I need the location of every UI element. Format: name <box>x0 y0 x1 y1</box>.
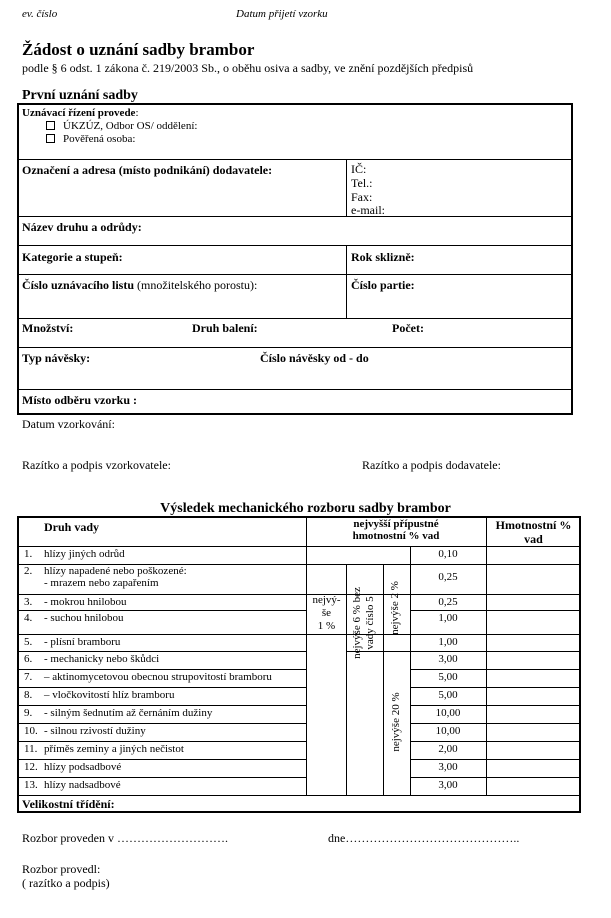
pocet-label: Počet: <box>392 321 424 335</box>
row-label: – aktinomycetovou obecnou strupovitostí bramboru <box>44 671 272 683</box>
row-line <box>410 687 581 688</box>
row-number: 11. <box>24 743 38 755</box>
row-line <box>17 705 307 706</box>
druh-baleni-label: Druh balení: <box>192 321 258 335</box>
cislo-partie-label: Číslo partie: <box>351 278 415 292</box>
col-header-hmotnostni: Hmotnostní % vad <box>495 518 572 546</box>
row-label: hlízy jiných odrůd <box>44 548 125 560</box>
mnozstvi-label: Množství: <box>22 321 74 335</box>
row-number: 3. <box>24 596 33 608</box>
group-nejvyse-1: nejvý- še 1 % <box>312 594 341 632</box>
col-line <box>346 564 347 795</box>
group-nejvyse-2: nejvýše 2 % <box>389 581 401 635</box>
row-line <box>410 723 581 724</box>
row-max-value: 5,00 <box>438 689 458 701</box>
row-line <box>17 546 581 547</box>
row-max-value: 5,00 <box>438 671 458 683</box>
ev-cislo-label: ev. číslo <box>22 8 58 20</box>
col-line <box>383 564 384 795</box>
divider <box>17 159 573 160</box>
velikostni-label: Velikostní třídění: <box>22 797 115 811</box>
col-header-druh-vady: Druh vady <box>44 520 100 534</box>
divider <box>17 216 573 217</box>
nazev-label: Název druhu a odrůdy: <box>22 220 142 234</box>
row-max-value: 3,00 <box>438 761 458 773</box>
section-heading: První uznání sadby <box>22 88 138 103</box>
dodavatel-label: Označení a adresa (místo podnikání) dodavatele: <box>22 163 273 177</box>
row-line <box>17 610 307 611</box>
row-line <box>17 594 581 595</box>
row-label: - suchou hnilobou <box>44 612 124 624</box>
uznavaci-label: Uznávací řízení provede: <box>22 107 139 119</box>
divider <box>17 274 573 275</box>
row-line <box>410 669 581 670</box>
option-ukzuz[interactable]: ÚKZÚZ, Odbor OS/ oddělení: <box>46 120 197 132</box>
row-number: 13. <box>24 779 38 791</box>
row-line <box>17 777 307 778</box>
page-title: Žádost o uznání sadby brambor <box>22 40 255 59</box>
page-subtitle: podle § 6 odst. 1 zákona č. 219/2003 Sb., o oběhu osiva a sadby, ve znění pozdějších předpisů <box>22 61 474 75</box>
row-max-value: 3,00 <box>438 653 458 665</box>
row-label: příměs zeminy a jiných nečistot <box>44 743 184 755</box>
col-line <box>486 516 487 795</box>
option-poverena[interactable]: Pověřená osoba: <box>46 133 135 145</box>
row-number: 1. <box>24 548 33 560</box>
row-line <box>410 610 581 611</box>
row-line <box>410 759 581 760</box>
misto-odberu-label: Místo odběru vzorku : <box>22 393 137 407</box>
row-line <box>410 777 581 778</box>
row-number: 6. <box>24 653 33 665</box>
row-line <box>410 651 581 652</box>
cislo-navesky-label: Číslo návěsky od - do <box>260 351 369 365</box>
divider <box>17 318 573 319</box>
divider <box>346 159 347 216</box>
divider <box>17 347 573 348</box>
row-max-value: 0,25 <box>438 596 458 608</box>
row-label: hlízy nadsadbové <box>44 779 121 791</box>
row-line <box>17 651 307 652</box>
row-label: - mechanicky nebo škůdci <box>44 653 160 665</box>
row-line <box>410 705 581 706</box>
row-label: - plísní bramboru <box>44 636 121 648</box>
checkbox-icon[interactable] <box>46 134 55 143</box>
dne-label: dne…………………………………….. <box>328 831 520 845</box>
row-label: - silným šednutím až černáním dužiny <box>44 707 213 719</box>
checkbox-icon[interactable] <box>46 121 55 130</box>
row-line <box>17 741 307 742</box>
row-number: 5. <box>24 636 33 648</box>
cislo-listu-label: Číslo uznávacího listu (množitelského porostu): <box>22 278 258 292</box>
row-line <box>410 741 581 742</box>
table-title: Výsledek mechanického rozboru sadby brambor <box>160 501 451 516</box>
divider <box>346 245 347 318</box>
row-label: hlízy podsadbové <box>44 761 122 773</box>
row-max-value: 0,25 <box>438 571 458 583</box>
ic-label: IČ: <box>351 162 367 176</box>
row-line <box>17 669 307 670</box>
row-label: – vločkovitostí hlíz bramboru <box>44 689 175 701</box>
col-header-nejvyssi: nejvyšší přípustné hmotnostní % vad <box>352 518 440 542</box>
row-max-value: 1,00 <box>438 612 458 624</box>
row-label: - mokrou hnilobou <box>44 596 127 608</box>
row-line <box>17 687 307 688</box>
group-nejvyse-20: nejvýše 20 % <box>390 692 402 752</box>
row-line <box>17 634 581 635</box>
row-max-value: 10,00 <box>435 707 461 719</box>
row-max-value: 3,00 <box>438 779 458 791</box>
row-number: 10. <box>24 725 38 737</box>
row-number: 9. <box>24 707 33 719</box>
razitko-dodavatele-label: Razítko a podpis dodavatele: <box>362 458 501 472</box>
kategorie-label: Kategorie a stupeň: <box>22 250 123 264</box>
row-number: 7. <box>24 671 33 683</box>
rozbor-provedl-label: Rozbor provedl: <box>22 862 101 876</box>
row-line <box>17 723 307 724</box>
row-max-value: 10,00 <box>435 725 461 737</box>
row-max-value: 2,00 <box>438 743 458 755</box>
divider <box>17 389 573 390</box>
row-max-value: 1,00 <box>438 636 458 648</box>
row-line <box>17 759 307 760</box>
rok-label: Rok sklizně: <box>351 250 415 264</box>
row-line <box>383 651 410 652</box>
row-number: 8. <box>24 689 33 701</box>
datum-prijeti-label: Datum přijetí vzorku <box>236 8 328 20</box>
row-number: 12. <box>24 761 38 773</box>
row-max-value: 0,10 <box>438 548 458 560</box>
razitko-podpis-label: ( razítko a podpis) <box>22 876 110 890</box>
group-nejvyse-6: nejvýše 6 % bez vady číslo 5 <box>351 587 376 659</box>
row-label: - silnou rzivostí dužiny <box>44 725 146 737</box>
row-label: hlízy napadené nebo poškozené: - mrazem nebo zapařením <box>44 565 187 589</box>
row-number: 2. <box>24 565 33 577</box>
row-line <box>17 795 581 796</box>
typ-navesky-label: Typ návěsky: <box>22 351 91 365</box>
email-label: e-mail: <box>351 203 385 217</box>
tel-label: Tel.: <box>351 176 373 190</box>
rozbor-proveden-label: Rozbor proveden v ………………………. <box>22 831 228 845</box>
datum-vzorkovani-label: Datum vzorkování: <box>22 417 115 431</box>
fax-label: Fax: <box>351 190 373 204</box>
razitko-vzorkovatele-label: Razítko a podpis vzorkovatele: <box>22 458 171 472</box>
col-line <box>306 516 307 795</box>
row-number: 4. <box>24 612 33 624</box>
divider <box>17 245 573 246</box>
